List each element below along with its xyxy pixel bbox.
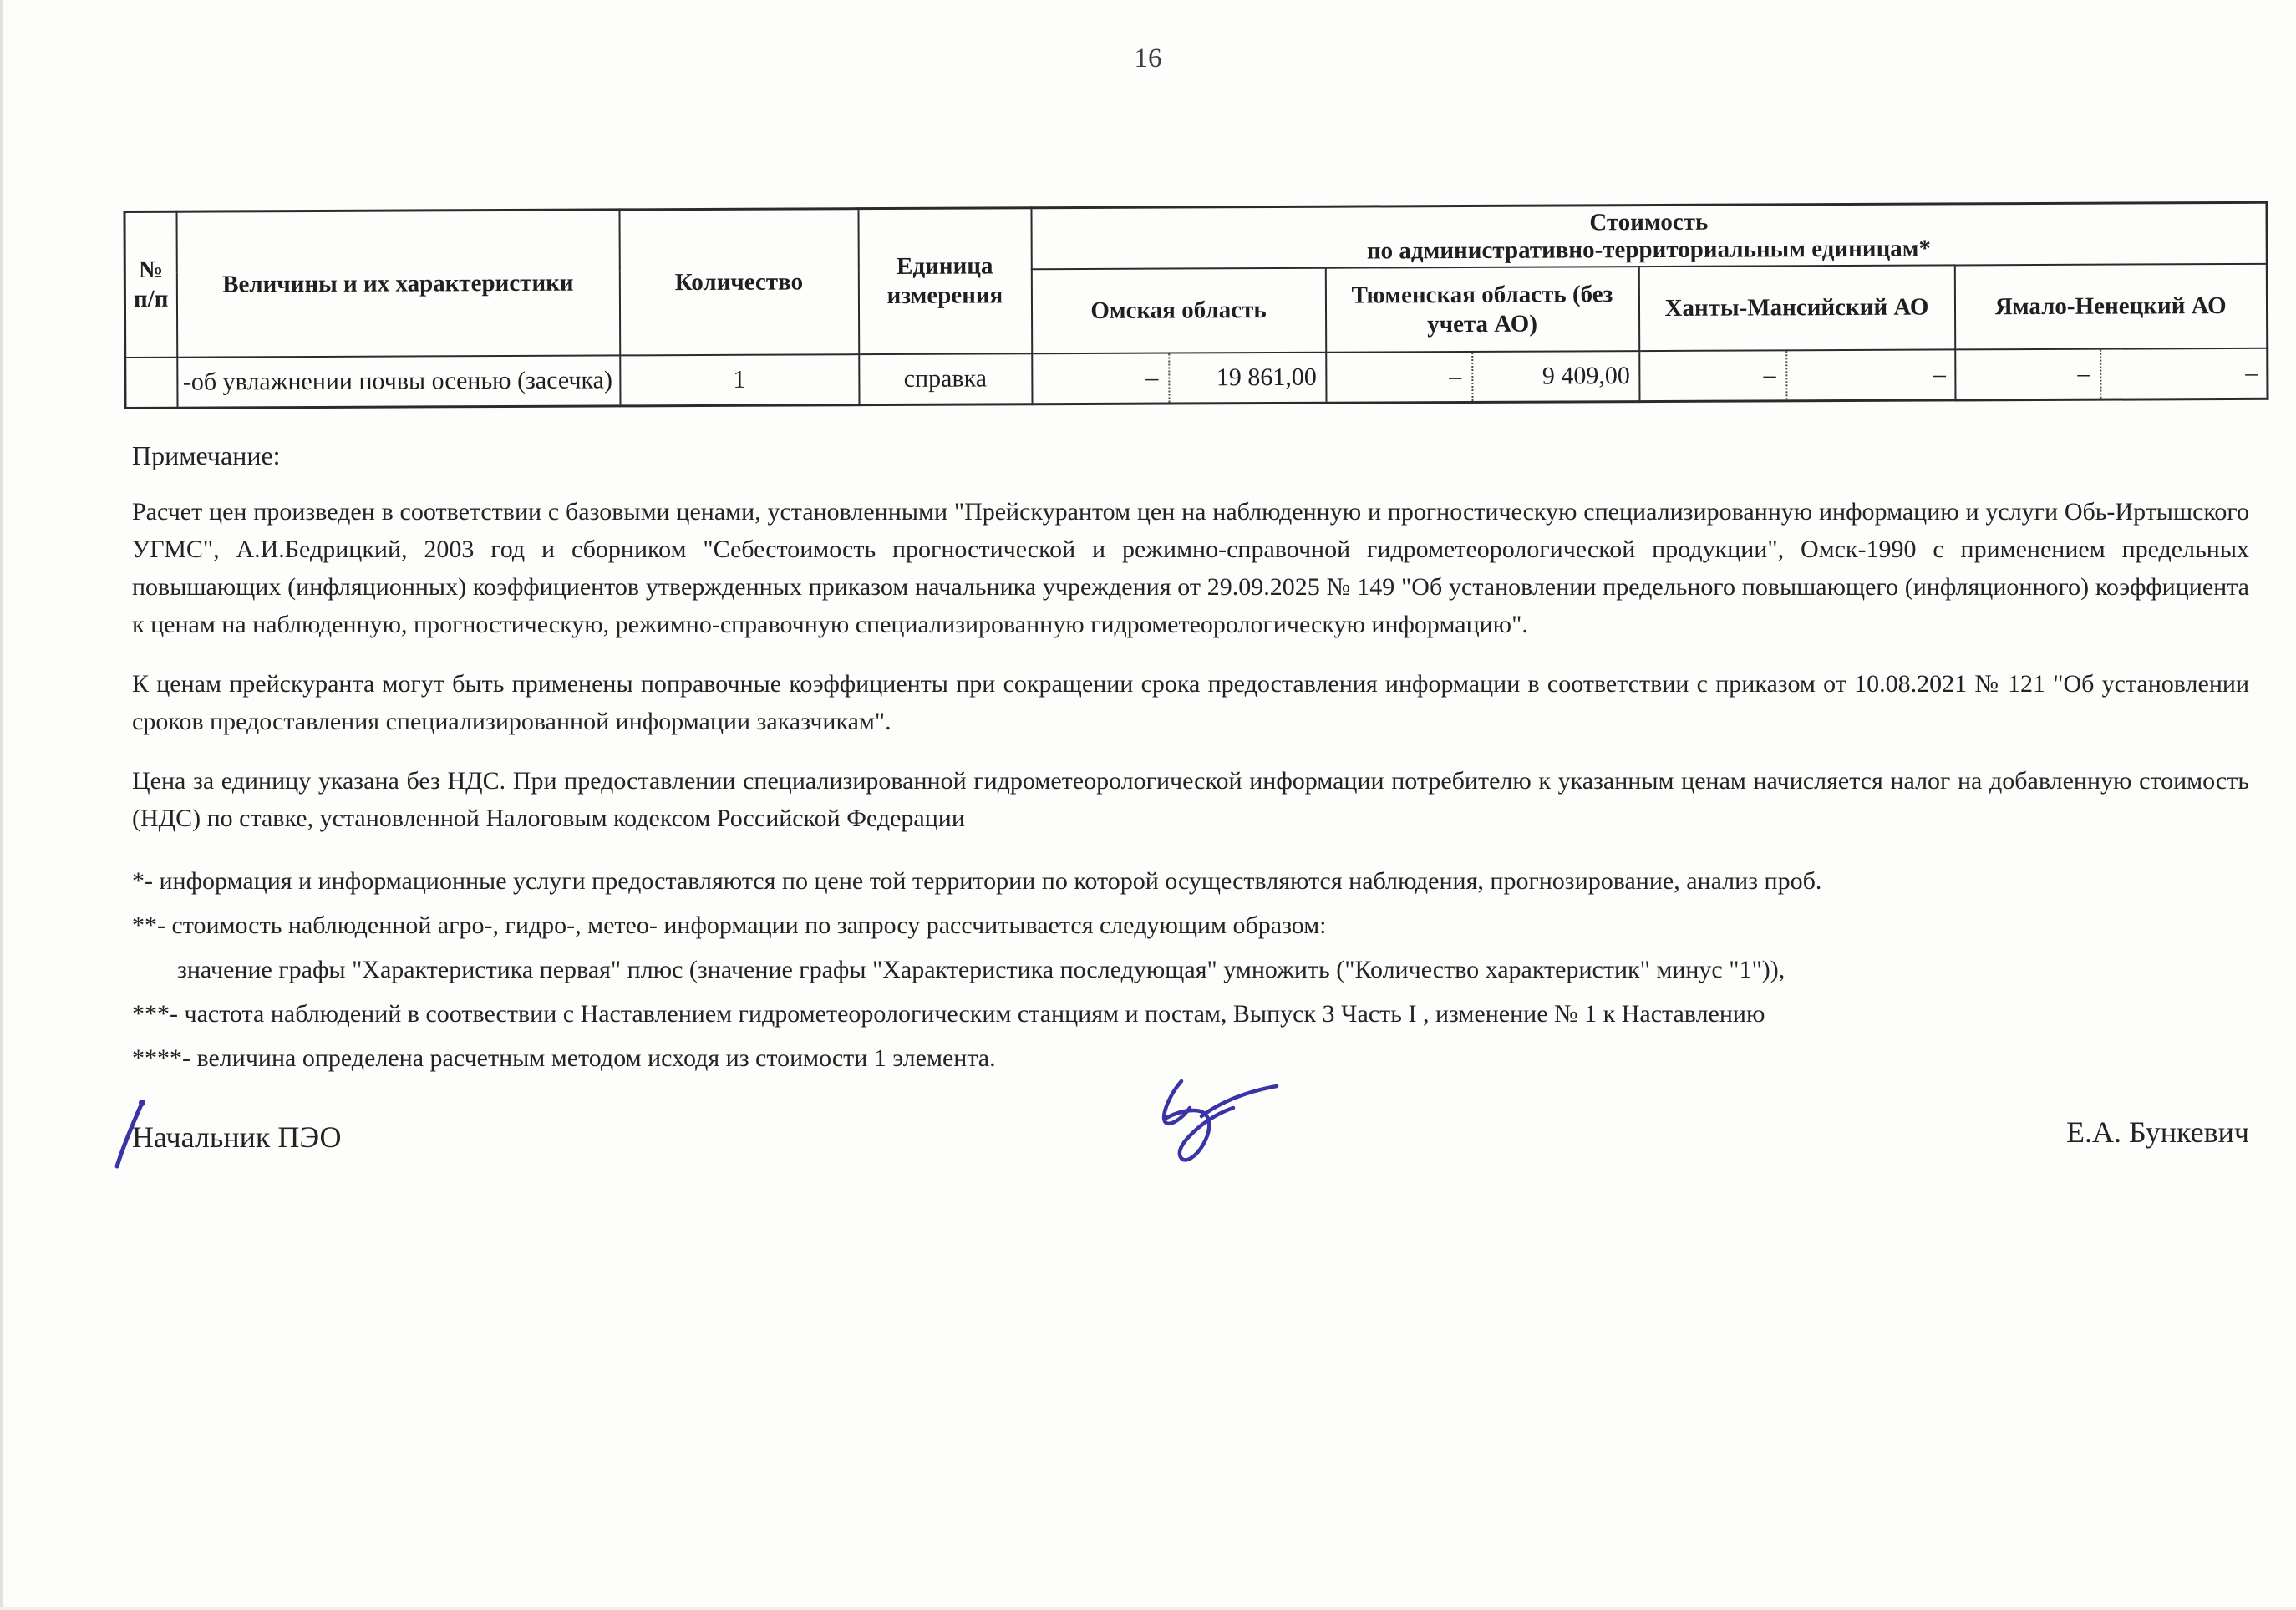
cost-cell bbox=[1956, 349, 2267, 399]
note-paragraph: Цена за единицу указана без НДС. При предоставлении специализированной гидрометеорологической информации потребителю к указанным ценам начисляется налог на добавленную стоимость (НДС) по ставке, установленной Налоговым кодексом Российской Федерации bbox=[132, 767, 2249, 832]
footnote: *- информация и информационные услуги предоставляются по цене той территории по которой осуществляются наблюдения, прогнозирование, анализ проб. bbox=[132, 867, 1822, 895]
cost-dash: – bbox=[1640, 351, 1788, 400]
footnotes bbox=[132, 867, 2249, 1073]
col-header-region-tyumen: Тюменская область (без учета АО) bbox=[1325, 267, 1638, 353]
footnote: ****- величина определена расчетным методом исходя из стоимости 1 элемента. bbox=[132, 1044, 996, 1072]
cost-value: – bbox=[2245, 358, 2258, 387]
col-header-cost-group bbox=[1031, 202, 2267, 269]
scan-edge bbox=[0, 0, 3, 1610]
note-paragraph: Расчет цен произведен в соответствии с базовыми ценами, установленными "Прейскурантом цен на наблюденную и прогностическую специализированную информацию и услуги Обь-Иртышского УГМС", А.И.Бедрицкий, 2003 год и сборником "Себестоимость прогностической и режимно-справочной гидрометеорологической продукции", Омск-1990 с применением предельных повышающих (инфляционных) коэффициентов утвержденных приказом начальника учреждения от 29.09.2025 № 149 "Об установлении предельного повышающего (инфляционного) коэффициента к ценам на наблюденную, прогностическую, режимно-справочную специализированную гидрометеорологическую информацию". bbox=[132, 498, 2249, 638]
cost-dash: – bbox=[1327, 353, 1474, 402]
row-num bbox=[125, 358, 177, 409]
price-table bbox=[123, 201, 2268, 409]
cost-dash: – bbox=[1033, 354, 1171, 404]
signer-position-title: Начальник ПЭО bbox=[132, 1120, 342, 1154]
cost-value: – bbox=[1933, 360, 1946, 389]
row-quantity: 1 bbox=[620, 354, 859, 406]
row-cost-tyumen bbox=[1326, 351, 1639, 403]
cost-cell bbox=[1033, 353, 1325, 404]
cost-value: 19 861,00 bbox=[1216, 363, 1317, 392]
row-cost-yamal bbox=[1955, 348, 2268, 400]
page-number: 16 bbox=[1134, 43, 1162, 74]
row-cost-omsk bbox=[1032, 353, 1326, 404]
col-header-num: № п/п bbox=[124, 211, 177, 358]
col-header-region-omsk: Омская область bbox=[1031, 268, 1325, 354]
cost-value: 9 409,00 bbox=[1542, 362, 1630, 390]
notes-title: Примечание: bbox=[132, 440, 281, 470]
notes-section bbox=[132, 440, 2249, 1089]
cost-group-title: Стоимость bbox=[1589, 208, 1709, 236]
table-row bbox=[125, 348, 2268, 409]
cost-cell bbox=[1327, 352, 1638, 402]
cost-group-subtitle: по административно-территориальным единицам* bbox=[1366, 235, 1932, 265]
row-cost-khanty bbox=[1639, 349, 1955, 401]
row-unit: справка bbox=[859, 353, 1032, 404]
cost-dash: – bbox=[1956, 350, 2102, 399]
col-header-region-khanty: Ханты-Мансийский АО bbox=[1638, 265, 1954, 351]
footnote-formula: значение графы "Характеристика первая" плюс (значение графы "Характеристика последующая" умножить ("Количество характеристик" минус "1")), bbox=[177, 956, 1785, 983]
note-paragraph: К ценам прейскуранта могут быть применены поправочные коэффициенты при сокращении срока предоставления информации в соответствии с приказом от 10.08.2021 № 121 "Об установлении сроков предоставления специализированной информации заказчикам". bbox=[132, 670, 2249, 735]
price-table-wrapper bbox=[123, 201, 2266, 409]
col-header-characteristics: Величины и их характеристики bbox=[176, 210, 620, 358]
footnote: **- стоимость наблюденной агро-, гидро-, метео- информации по запросу рассчитывается следующим образом: bbox=[132, 912, 1327, 939]
col-header-region-yamal: Ямало-Ненецкий АО bbox=[1954, 264, 2267, 350]
col-header-unit: Единица измерения bbox=[858, 208, 1032, 354]
col-header-quantity: Количество bbox=[619, 209, 859, 356]
row-characteristic: -об увлажнении почвы осенью (засечка) bbox=[177, 355, 620, 408]
cost-cell bbox=[1640, 350, 1954, 400]
signature bbox=[1153, 1071, 1283, 1182]
footnote: ***- частота наблюдений в соотвествии с Наставлением гидрометеорологическим станциям и постам, Выпуск 3 Часть I , изменение № 1 к Наставлению bbox=[132, 1000, 1765, 1028]
signer-name: Е.А. Бункевич bbox=[2066, 1115, 2249, 1149]
